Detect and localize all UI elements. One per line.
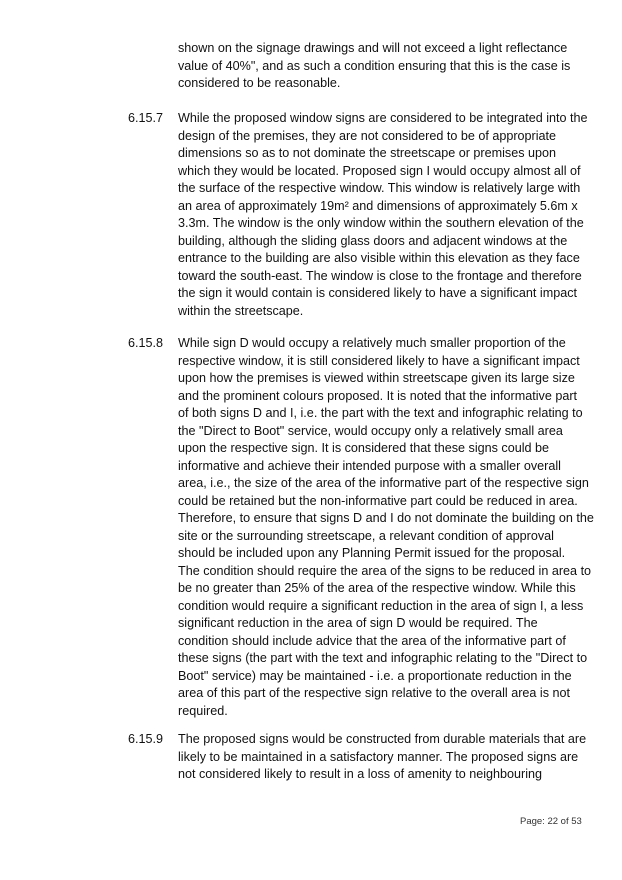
paragraph-text-line: respective window, it is still considered likely to have a significant impact <box>178 353 580 368</box>
paragraph-text-line: should be included upon any Planning Permit issued for the proposal. <box>178 546 566 560</box>
paragraph-text-line: design of the premises, they are not considered to be of appropriate <box>178 128 557 143</box>
paragraph-text-line: 3.3m. The window is the only window within the southern elevation of the <box>178 216 584 230</box>
paragraph-text-line: could be retained but the non-informative part could be reduced in area. <box>178 493 578 508</box>
paragraph-text-line: within the streetscape. <box>178 303 304 318</box>
paragraph-text-line: While sign D would occupy a relatively much smaller proportion of the <box>178 336 566 350</box>
paragraph-text-line: be no greater than 25% of the area of the respective window. While this <box>178 581 576 595</box>
paragraph-text-line: dimensions so as to not dominate the streetscape or premises upon <box>178 146 557 160</box>
paragraph-text-line: the surface of the respective window. This window is relatively large with <box>178 181 581 195</box>
paragraph-text-line: condition would require a significant reduction in the area of sign I, a less <box>178 598 584 613</box>
paragraph-text-line: toward the south-east. The window is close to the frontage and therefore <box>178 268 582 283</box>
paragraph-number: 6.15.9 <box>128 732 164 746</box>
intro-text-line: shown on the signage drawings and will not exceed a light reflectance <box>178 41 568 55</box>
paragraph-number: 6.15.8 <box>128 336 164 350</box>
paragraph-text-line: The proposed signs would be constructed from durable materials that are <box>178 732 587 746</box>
paragraph-text-line: informative and achieve their intended purpose with a smaller overall <box>178 458 561 473</box>
paragraph-text-line: area of this part of the respective sign relative to the overall area is not <box>178 686 571 700</box>
paragraph-text-line: significant reduction in the area of sign D would be required. The <box>178 616 538 630</box>
paragraph-text-line: condition should include advice that the area of the informative part of <box>178 633 566 648</box>
paragraph-text-line: Boot" service) may be maintained - i.e. a proportionate reduction in the <box>178 668 572 683</box>
paragraph-text-line: site or the surrounding streetscape, a relevant condition of approval <box>178 528 554 543</box>
paragraph-text-line: these signs (the part with the text and infographic relating to the "Direct to <box>178 651 588 665</box>
paragraph-text-line: area, i.e., the size of the area of the informative part of the respective sign <box>178 476 589 490</box>
paragraph-text-line: the "Direct to Boot" service, would occupy only a relatively small area <box>178 423 563 438</box>
paragraph-text-line: upon the respective sign. It is considered that these signs could be <box>178 441 550 455</box>
paragraph-text-line: While the proposed window signs are considered to be integrated into the <box>178 111 588 125</box>
paragraph-text-line: of both signs D and I, i.e. the part with the text and infographic relating to <box>178 406 583 420</box>
paragraph-text-line: an area of approximately 19m² and dimensions of approximately 5.6m x <box>178 198 578 213</box>
paragraph-text-line: the sign it would contain is considered likely to have a significant impact <box>178 286 578 300</box>
paragraph-text-line: Therefore, to ensure that signs D and I do not dominate the building on the <box>178 511 594 525</box>
intro-text-line: considered to be reasonable. <box>178 76 341 90</box>
paragraph-text-line: building, although the sliding glass doors and adjacent windows at the <box>178 233 568 248</box>
intro-text-line: value of 40%", and as such a condition ensuring that this is the case is <box>178 58 571 73</box>
paragraph-text-line: The condition should require the area of the signs to be reduced in area to <box>178 563 592 578</box>
paragraph-text-line: not considered likely to result in a loss of amenity to neighbouring <box>178 767 543 781</box>
page-number: Page: 22 of 53 <box>520 816 582 827</box>
paragraph-text-line: which they would be located. Proposed sign I would occupy almost all of <box>178 163 581 178</box>
paragraph-text-line: likely to be maintained in a satisfactory manner. The proposed signs are <box>178 749 579 764</box>
paragraph-number: 6.15.7 <box>128 111 164 125</box>
paragraph-text-line: upon how the premises is viewed within streetscape given its large size <box>178 371 575 385</box>
paragraph-text-line: required. <box>178 703 228 718</box>
paragraph-text-line: and the prominent colours proposed. It is noted that the informative part <box>178 388 578 403</box>
paragraph-text-line: entrance to the building are also visible within this elevation as they face <box>178 251 580 265</box>
